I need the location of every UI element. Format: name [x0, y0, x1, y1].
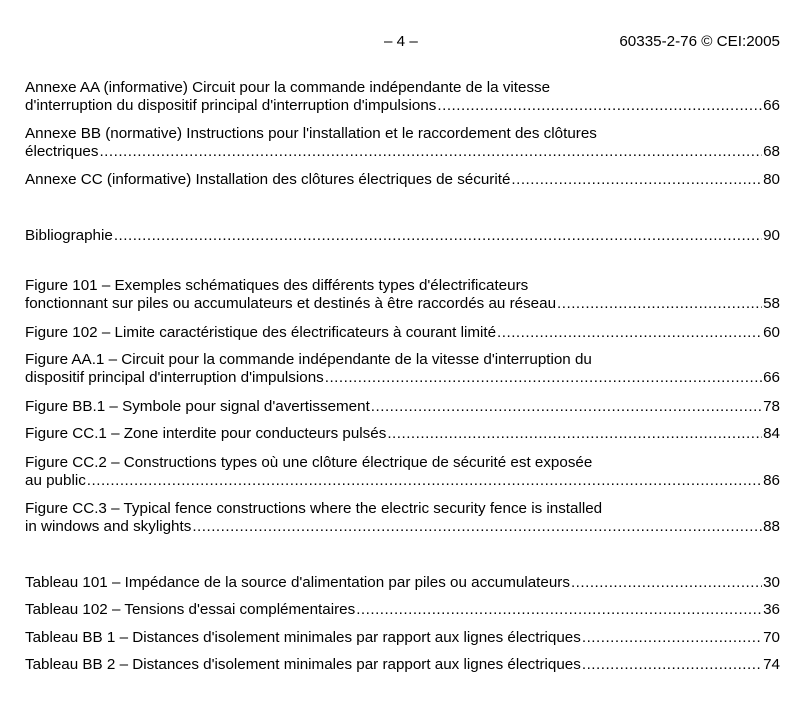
toc-entry-table-101[interactable] — [25, 574, 780, 592]
toc-entry-page: 90 — [763, 227, 780, 244]
toc-entry-text-line1: Figure AA.1 – Circuit pour la commande indépendante de la vitesse d'interruption du — [25, 351, 592, 368]
dot-leader — [356, 601, 762, 619]
toc-entry-page: 66 — [763, 369, 780, 386]
toc-entry-text-line2: in windows and skylights — [25, 518, 192, 535]
toc-entry-text-line1: Annexe BB (normative) Instructions pour l'installation et le raccordement des clôtures — [25, 125, 597, 142]
toc-entry-text-line1: Figure CC.2 – Constructions types où une clôture électrique de sécurité est exposée — [25, 454, 593, 471]
toc-entry-figure-aa1[interactable] — [25, 351, 780, 387]
toc-entry-text: Tableau 101 – Impédance de la source d'alimentation par piles ou accumulateurs — [25, 574, 570, 591]
toc-entry-text-line2: dispositif principal d'interruption d'impulsions — [25, 369, 324, 386]
toc-entry-table-bb2[interactable] — [25, 656, 780, 674]
toc-entry-page: 88 — [763, 518, 780, 535]
toc-entry-page: 84 — [763, 425, 780, 442]
toc-entry-figure-102[interactable] — [25, 324, 780, 342]
toc-entry-text: Tableau BB 2 – Distances d'isolement minimales par rapport aux lignes électriques — [25, 656, 581, 673]
toc-entry-text-line2: fonctionnant sur piles ou accumulateurs et destinés à être raccordés au réseau — [25, 295, 557, 312]
dot-leader — [571, 574, 762, 592]
toc-entry-text: Tableau BB 1 – Distances d'isolement minimales par rapport aux lignes électriques — [25, 629, 581, 646]
dot-leader — [387, 425, 762, 443]
dot-leader — [557, 295, 762, 313]
dot-leader — [582, 629, 762, 647]
toc-entry-page: 66 — [763, 97, 780, 114]
dot-leader — [497, 324, 762, 342]
dot-leader — [582, 656, 762, 674]
toc-entry-annex-bb[interactable] — [25, 125, 780, 161]
toc-entry-page: 68 — [763, 143, 780, 160]
page-number: – 4 – — [384, 33, 418, 50]
dot-leader — [437, 97, 762, 115]
toc-entry-text-line1: Figure CC.3 – Typical fence constructions where the electric security fence is installed — [25, 500, 603, 517]
toc-entry-text: Tableau 102 – Tensions d'essai complémentaires — [25, 601, 356, 618]
dot-leader — [325, 369, 762, 387]
toc-entry-page: 78 — [763, 398, 780, 415]
dot-leader — [511, 171, 762, 189]
toc-entry-figure-cc2[interactable] — [25, 454, 780, 490]
toc-entry-table-102[interactable] — [25, 601, 780, 619]
toc-entry-text-line2: au public — [25, 472, 86, 489]
dot-leader — [371, 398, 762, 416]
toc-entry-page: 60 — [763, 324, 780, 341]
toc-entry-text-line1: Figure 101 – Exemples schématiques des différents types d'électrificateurs — [25, 277, 529, 294]
toc-entry-page: 70 — [763, 629, 780, 646]
dot-leader — [87, 472, 762, 490]
toc-entry-text: Figure CC.1 – Zone interdite pour conducteurs pulsés — [25, 425, 387, 442]
toc-entry-text-line2: électriques — [25, 143, 99, 160]
dot-leader — [99, 143, 762, 161]
toc-entry-page: 74 — [763, 656, 780, 673]
toc-entry-annex-aa[interactable] — [25, 79, 780, 115]
toc-entry-page: 36 — [763, 601, 780, 618]
toc-entry-figure-cc3[interactable] — [25, 500, 780, 536]
toc-entry-text-line1: Annexe AA (informative) Circuit pour la commande indépendante de la vitesse — [25, 79, 551, 96]
toc-entry-text-line2: d'interruption du dispositif principal d'interruption d'impulsions — [25, 97, 437, 114]
toc-entry-page: 80 — [763, 171, 780, 188]
dot-leader — [114, 227, 762, 245]
toc-entry-text: Figure BB.1 – Symbole pour signal d'avertissement — [25, 398, 370, 415]
toc-entry-text: Figure 102 – Limite caractéristique des électrificateurs à courant limité — [25, 324, 497, 341]
page-header — [0, 33, 809, 53]
toc-entry-table-bb1[interactable] — [25, 629, 780, 647]
toc-entry-page: 30 — [763, 574, 780, 591]
toc-entry-page: 58 — [763, 295, 780, 312]
toc-entry-page: 86 — [763, 472, 780, 489]
toc-entry-figure-cc1[interactable] — [25, 425, 780, 443]
standard-reference: 60335-2-76 © CEI:2005 — [619, 33, 780, 50]
toc-entry-figure-101[interactable] — [25, 277, 780, 313]
toc-entry-text: Annexe CC (informative) Installation des clôtures électriques de sécurité — [25, 171, 511, 188]
toc-entry-annex-cc[interactable] — [25, 171, 780, 189]
toc-entry-bibliography[interactable] — [25, 227, 780, 245]
toc-entry-text: Bibliographie — [25, 227, 113, 244]
dot-leader — [192, 518, 762, 536]
toc-entry-figure-bb1[interactable] — [25, 398, 780, 416]
